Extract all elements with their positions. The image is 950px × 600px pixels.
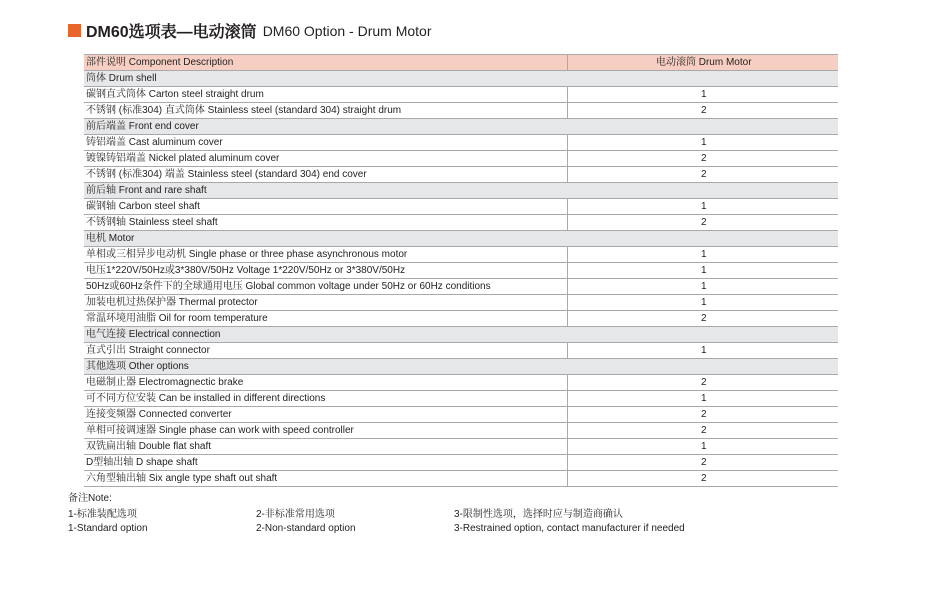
option-table [84, 54, 838, 487]
table-row [84, 167, 838, 183]
component-label: 单相或三相异步电动机 Single phase or three phase asynchronous motor [84, 247, 567, 263]
option-value: 2 [567, 455, 838, 471]
component-label: 不锈钢 (标准304) 端盖 Stainless steel (standard 304) end cover [84, 167, 567, 183]
table-row [84, 247, 838, 263]
option-value: 1 [567, 263, 838, 279]
option-value: 1 [567, 295, 838, 311]
option-value: 1 [567, 199, 838, 215]
table-row [84, 103, 838, 119]
table-row [84, 199, 838, 215]
group-row [84, 231, 838, 247]
group-row [84, 119, 838, 135]
table-row [84, 343, 838, 359]
table-row [84, 215, 838, 231]
option-value: 1 [567, 135, 838, 151]
table-row [84, 87, 838, 103]
group-label: 筒体 Drum shell [84, 71, 838, 87]
component-label: 电压1*220V/50Hz或3*380V/50Hz Voltage 1*220V/50Hz or 3*380V/50Hz [84, 263, 567, 279]
note-1-cn: 1-标准装配选项 [68, 509, 137, 520]
component-label: 直式引出 Straight connector [84, 343, 567, 359]
note-2-cn: 2-非标准常用选项 [256, 509, 335, 520]
option-value: 1 [567, 279, 838, 295]
notes [68, 492, 685, 536]
component-label: 不锈钢轴 Stainless steel shaft [84, 215, 567, 231]
component-label: 六角型轴出轴 Six angle type shaft out shaft [84, 471, 567, 487]
table-row [84, 263, 838, 279]
component-label: 碳钢轴 Carbon steel shaft [84, 199, 567, 215]
option-value: 2 [567, 471, 838, 487]
table-row [84, 455, 838, 471]
component-label: 可不同方位安装 Can be installed in different directions [84, 391, 567, 407]
option-value: 2 [567, 311, 838, 327]
table-row [84, 407, 838, 423]
component-label: D型轴出轴 D shape shaft [84, 455, 567, 471]
option-value: 2 [567, 151, 838, 167]
note-3-cn: 3-限制性选项，选择时应与制造商确认 [454, 509, 623, 520]
component-label: 加装电机过热保护器 Thermal protector [84, 295, 567, 311]
group-row [84, 71, 838, 87]
table-row [84, 279, 838, 295]
group-row [84, 359, 838, 375]
component-label: 连接变频器 Connected converter [84, 407, 567, 423]
table-row [84, 391, 838, 407]
title-cn: DM60选项表—电动滚筒 [86, 24, 257, 41]
option-value: 1 [567, 391, 838, 407]
component-label: 常温环境用油脂 Oil for room temperature [84, 311, 567, 327]
component-label: 50Hz或60Hz条件下的全球通用电压 Global common voltage under 50Hz or 60Hz conditions [84, 279, 567, 295]
table-row [84, 471, 838, 487]
table-row [84, 151, 838, 167]
table-row [84, 311, 838, 327]
notes-en-row [68, 522, 685, 536]
notes-title: 备注Note: [68, 493, 112, 504]
component-label: 单相可接调速器 Single phase can work with speed controller [84, 423, 567, 439]
group-label: 电气连接 Electrical connection [84, 327, 838, 343]
note-3-en: 3-Restrained option, contact manufacturer if needed [454, 523, 685, 534]
header-product: 电动滚筒 Drum Motor [567, 55, 838, 71]
page-title [68, 19, 432, 42]
group-row [84, 183, 838, 199]
table-body [84, 71, 838, 487]
group-label: 前后端盖 Front end cover [84, 119, 838, 135]
option-value: 2 [567, 103, 838, 119]
table-row [84, 375, 838, 391]
component-label: 碳钢直式筒体 Carton steel straight drum [84, 87, 567, 103]
note-1-en: 1-Standard option [68, 523, 148, 534]
component-label: 镀镍铸铝端盖 Nickel plated aluminum cover [84, 151, 567, 167]
table-row [84, 295, 838, 311]
group-label: 前后轴 Front and rare shaft [84, 183, 838, 199]
option-value: 2 [567, 423, 838, 439]
component-label: 电磁制止器 Electromagnectic brake [84, 375, 567, 391]
notes-cn-row [68, 508, 685, 522]
table-row [84, 423, 838, 439]
group-row [84, 327, 838, 343]
option-value: 1 [567, 439, 838, 455]
table-row [84, 135, 838, 151]
group-label: 电机 Motor [84, 231, 838, 247]
header-component: 部件说明 Component Description [84, 55, 567, 71]
option-value: 1 [567, 343, 838, 359]
group-label: 其他选项 Other options [84, 359, 838, 375]
component-label: 不锈钢 (标准304) 直式筒体 Stainless steel (standard 304) straight drum [84, 103, 567, 119]
component-label: 铸铝端盖 Cast aluminum cover [84, 135, 567, 151]
option-value: 1 [567, 247, 838, 263]
title-marker [68, 24, 81, 37]
option-value: 1 [567, 87, 838, 103]
title-en: DM60 Option - Drum Motor [262, 22, 432, 39]
table-header-row [84, 55, 838, 71]
note-2-en: 2-Non-standard option [256, 523, 356, 534]
component-label: 双铣扁出轴 Double flat shaft [84, 439, 567, 455]
option-value: 2 [567, 167, 838, 183]
option-value: 2 [567, 375, 838, 391]
option-value: 2 [567, 407, 838, 423]
option-value: 2 [567, 215, 838, 231]
table-row [84, 439, 838, 455]
